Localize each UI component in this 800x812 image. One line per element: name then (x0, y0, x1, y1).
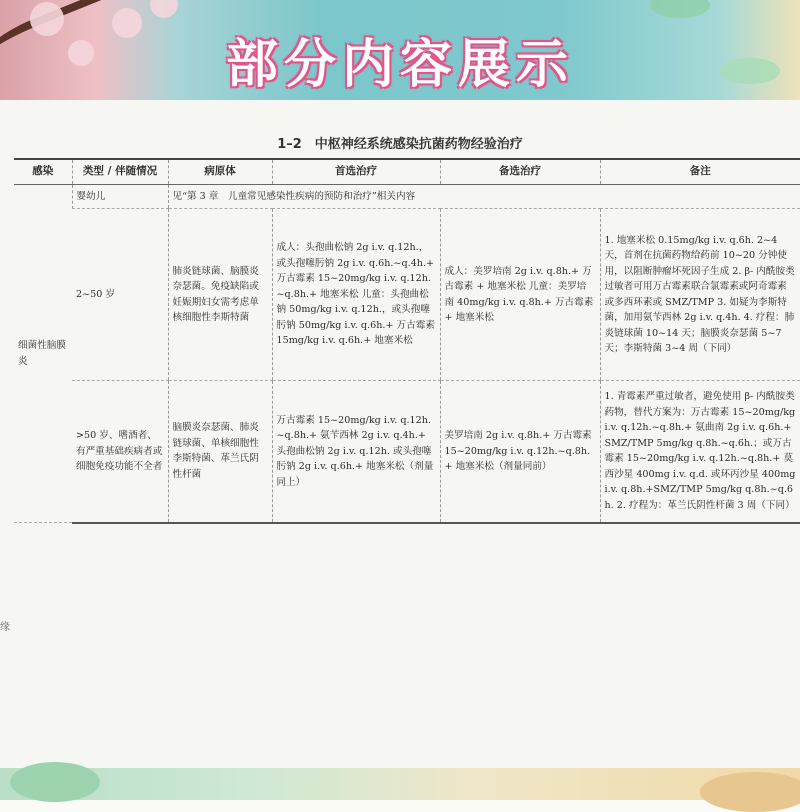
header-notes: 备注 (600, 159, 800, 185)
type-cell: >50 岁、嗜酒者、有严重基础疾病者或细胞免疫功能不全者 (72, 381, 168, 523)
pathogen-cell: 肺炎链球菌、脑膜炎奈瑟菌。免疫缺陷或妊娠期妇女需考虑单核细胞性李斯特菌 (168, 209, 272, 381)
leaf-decoration (650, 0, 710, 18)
table-row (14, 381, 800, 523)
pathogen-cell: 脑膜炎奈瑟菌、肺炎链球菌、单核细胞性李斯特菌、革兰氏阴性杆菌 (168, 381, 272, 523)
merged-reference-cell: 见“第 3 章 儿童常见感染性疾病的预防和治疗”相关内容 (168, 185, 800, 209)
infection-cell: 细菌性脑膜炎 (14, 185, 72, 523)
notes-cell: 1. 地塞米松 0.15mg/kg i.v. q.6h. 2~4 天，首剂在抗菌药物给药前 10~20 分钟使用，以阻断肿瘤坏死因子生成 2. β- 内酰胺类过敏者可用万古霉素联合氯霉素或阿奇霉素或多西环素或 SMZ/TMP 3. 如疑为李斯特菌，加用氨苄西林 2g i.v. q.4h. 4. 疗程：肺炎链球菌 10~14 天；脑膜炎奈瑟菌 5~7 天；李斯特菌 3~4 周（下同） (600, 209, 800, 381)
alternative-cell: 成人：美罗培南 2g i.v. q.8h.+ 万古霉素 + 地塞米松 儿童：美罗培南 40mg/kg i.v. q.8h.+ 万古霉素 + 地塞米松 (440, 209, 600, 381)
promo-banner (0, 0, 800, 100)
leaf-decoration (700, 772, 800, 812)
type-cell: 2~50 岁 (72, 209, 168, 381)
flower-decoration (150, 0, 178, 18)
header-alternative: 备选治疗 (440, 159, 600, 185)
leaf-decoration (10, 762, 100, 802)
table-header-row (14, 159, 800, 185)
treatment-table (14, 158, 800, 524)
table-row (14, 209, 800, 381)
header-first-line: 首选治疗 (272, 159, 440, 185)
table-caption: 1–2 中枢神经系统感染抗菌药物经验治疗 (277, 137, 523, 152)
first-line-cell: 成人：头孢曲松钠 2g i.v. q.12h.，或头孢噻肟钠 2g i.v. q.6h.~q.4h.+ 万古霉素 15~20mg/kg i.v. q.12h.~q.8h.+ 地塞米松 儿童：头孢曲松钠 50mg/kg i.v. q.12h.，或头孢噻肟钠 50mg/kg i.v. q.6h.+ 万古霉素 15mg/kg i.v. q.6h.+ 地塞米松 (272, 209, 440, 381)
first-line-cell: 万古霉素 15~20mg/kg i.v. q.12h.~q.8h.+ 氨苄西林 2g i.v. q.4h.+ 头孢曲松钠 2g i.v. q.12h. 或头孢噻肟钠 2g i.v. q.6h.+ 地塞米松（剂量同上） (272, 381, 440, 523)
alternative-cell: 美罗培南 2g i.v. q.8h.+ 万古霉素 15~20mg/kg i.v. q.12h.~q.8h.+ 地塞米松（剂量同前） (440, 381, 600, 523)
header-infection: 感染 (14, 159, 72, 185)
notes-cell: 1. 青霉素严重过敏者，避免使用 β- 内酰胺类药物，替代方案为：万古霉素 15~20mg/kg i.v. q.12h.~q.8h.+ 氨曲南 2g i.v. q.6h.+SMZ/TMP 5mg/kg q.8h.~q.6h.；或万古霉素 15~20mg/kg i.v. q.12h.~q.8h.+ 莫西沙星 400mg i.v. q.d. 或环丙沙星 400mg i.v. q.8h.+SMZ/TMP 5mg/kg q.8h.~q.6h. 2. 疗程为：革兰氏阴性杆菌 3 周（下同） (600, 381, 800, 523)
header-pathogen: 病原体 (168, 159, 272, 185)
type-cell: 婴幼儿 (72, 185, 168, 209)
header-type: 类型 / 伴随情况 (72, 159, 168, 185)
bottom-decoration (0, 768, 800, 800)
table-row (14, 185, 800, 209)
margin-mark: 缘 (0, 622, 10, 633)
banner-title: 部分内容展示 (225, 35, 574, 95)
